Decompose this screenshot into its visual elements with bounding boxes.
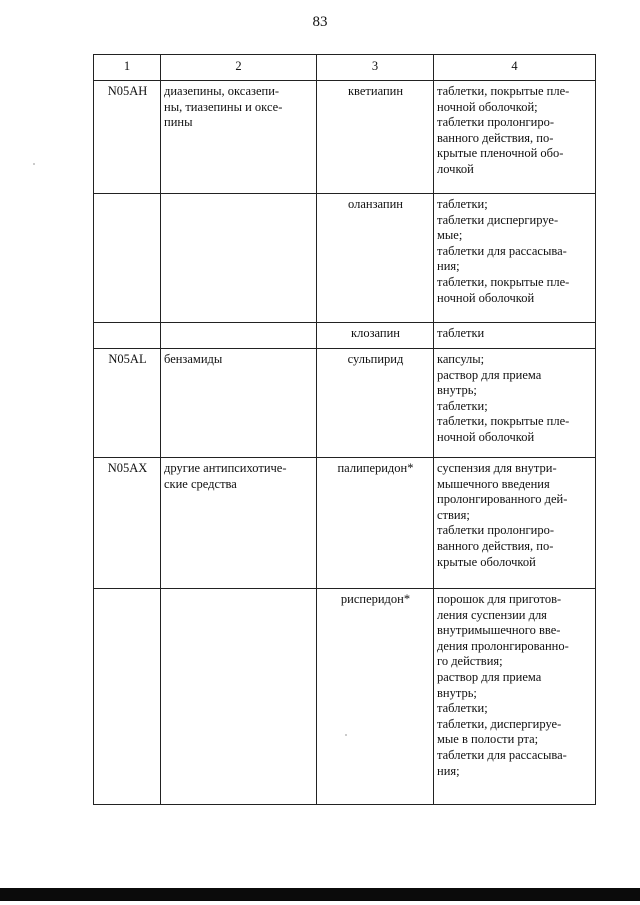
atc-code-cell <box>94 323 161 349</box>
atc-code-cell: N05AL <box>94 349 161 458</box>
drug-name-cell: клозапин <box>317 323 434 349</box>
column-header-group: 2 <box>161 55 317 81</box>
dosage-forms-cell: суспензия для внутри- мышечного введения пролонгированного дей- ствия; таблетки пролонгиро- ванного действия, по- крытые оболочкой <box>434 458 596 589</box>
scan-speck <box>33 163 35 165</box>
drug-table <box>93 54 596 805</box>
atc-code-cell <box>94 589 161 805</box>
drug-name-cell: рисперидон* <box>317 589 434 805</box>
dosage-forms-cell: капсулы; раствор для приема внутрь; таблетки; таблетки, покрытые пле- ночной оболочкой <box>434 349 596 458</box>
drug-name-cell: оланзапин <box>317 194 434 323</box>
table-row <box>94 589 596 805</box>
table-header-row <box>94 55 596 81</box>
column-header-code: 1 <box>94 55 161 81</box>
group-cell: другие антипсихотиче- ские средства <box>161 458 317 589</box>
group-cell <box>161 589 317 805</box>
column-header-drug: 3 <box>317 55 434 81</box>
table-row <box>94 81 596 194</box>
drug-name-cell: палиперидон* <box>317 458 434 589</box>
table-row <box>94 194 596 323</box>
atc-code-cell: N05AX <box>94 458 161 589</box>
group-cell <box>161 194 317 323</box>
dosage-forms-cell: порошок для приготов- ления суспензии для внутримышечного вве- дения пролонгированно- го действия; раствор для приема внутрь; таблетки; таблетки, диспергируе- мые в полости рта; таблетки для рассасыва- ния; <box>434 589 596 805</box>
drug-name-cell: кветиапин <box>317 81 434 194</box>
drug-name-cell: сульпирид <box>317 349 434 458</box>
group-cell: диазепины, оксазепи- ны, тиазепины и оксе- пины <box>161 81 317 194</box>
table-row <box>94 349 596 458</box>
dosage-forms-cell: таблетки; таблетки диспергируе- мые; таблетки для рассасыва- ния; таблетки, покрытые пле- ночной оболочкой <box>434 194 596 323</box>
scan-bottom-bar <box>0 888 640 901</box>
scan-speck <box>345 734 347 736</box>
group-cell <box>161 323 317 349</box>
dosage-forms-cell: таблетки, покрытые пле- ночной оболочкой; таблетки пролонгиро- ванного действия, по- крытые пленочной обо- лочкой <box>434 81 596 194</box>
atc-code-cell <box>94 194 161 323</box>
column-header-forms: 4 <box>434 55 596 81</box>
page-number: 83 <box>312 14 328 30</box>
table-row <box>94 458 596 589</box>
group-cell: бензамиды <box>161 349 317 458</box>
dosage-forms-cell: таблетки <box>434 323 596 349</box>
table-row <box>94 323 596 349</box>
atc-code-cell: N05AH <box>94 81 161 194</box>
